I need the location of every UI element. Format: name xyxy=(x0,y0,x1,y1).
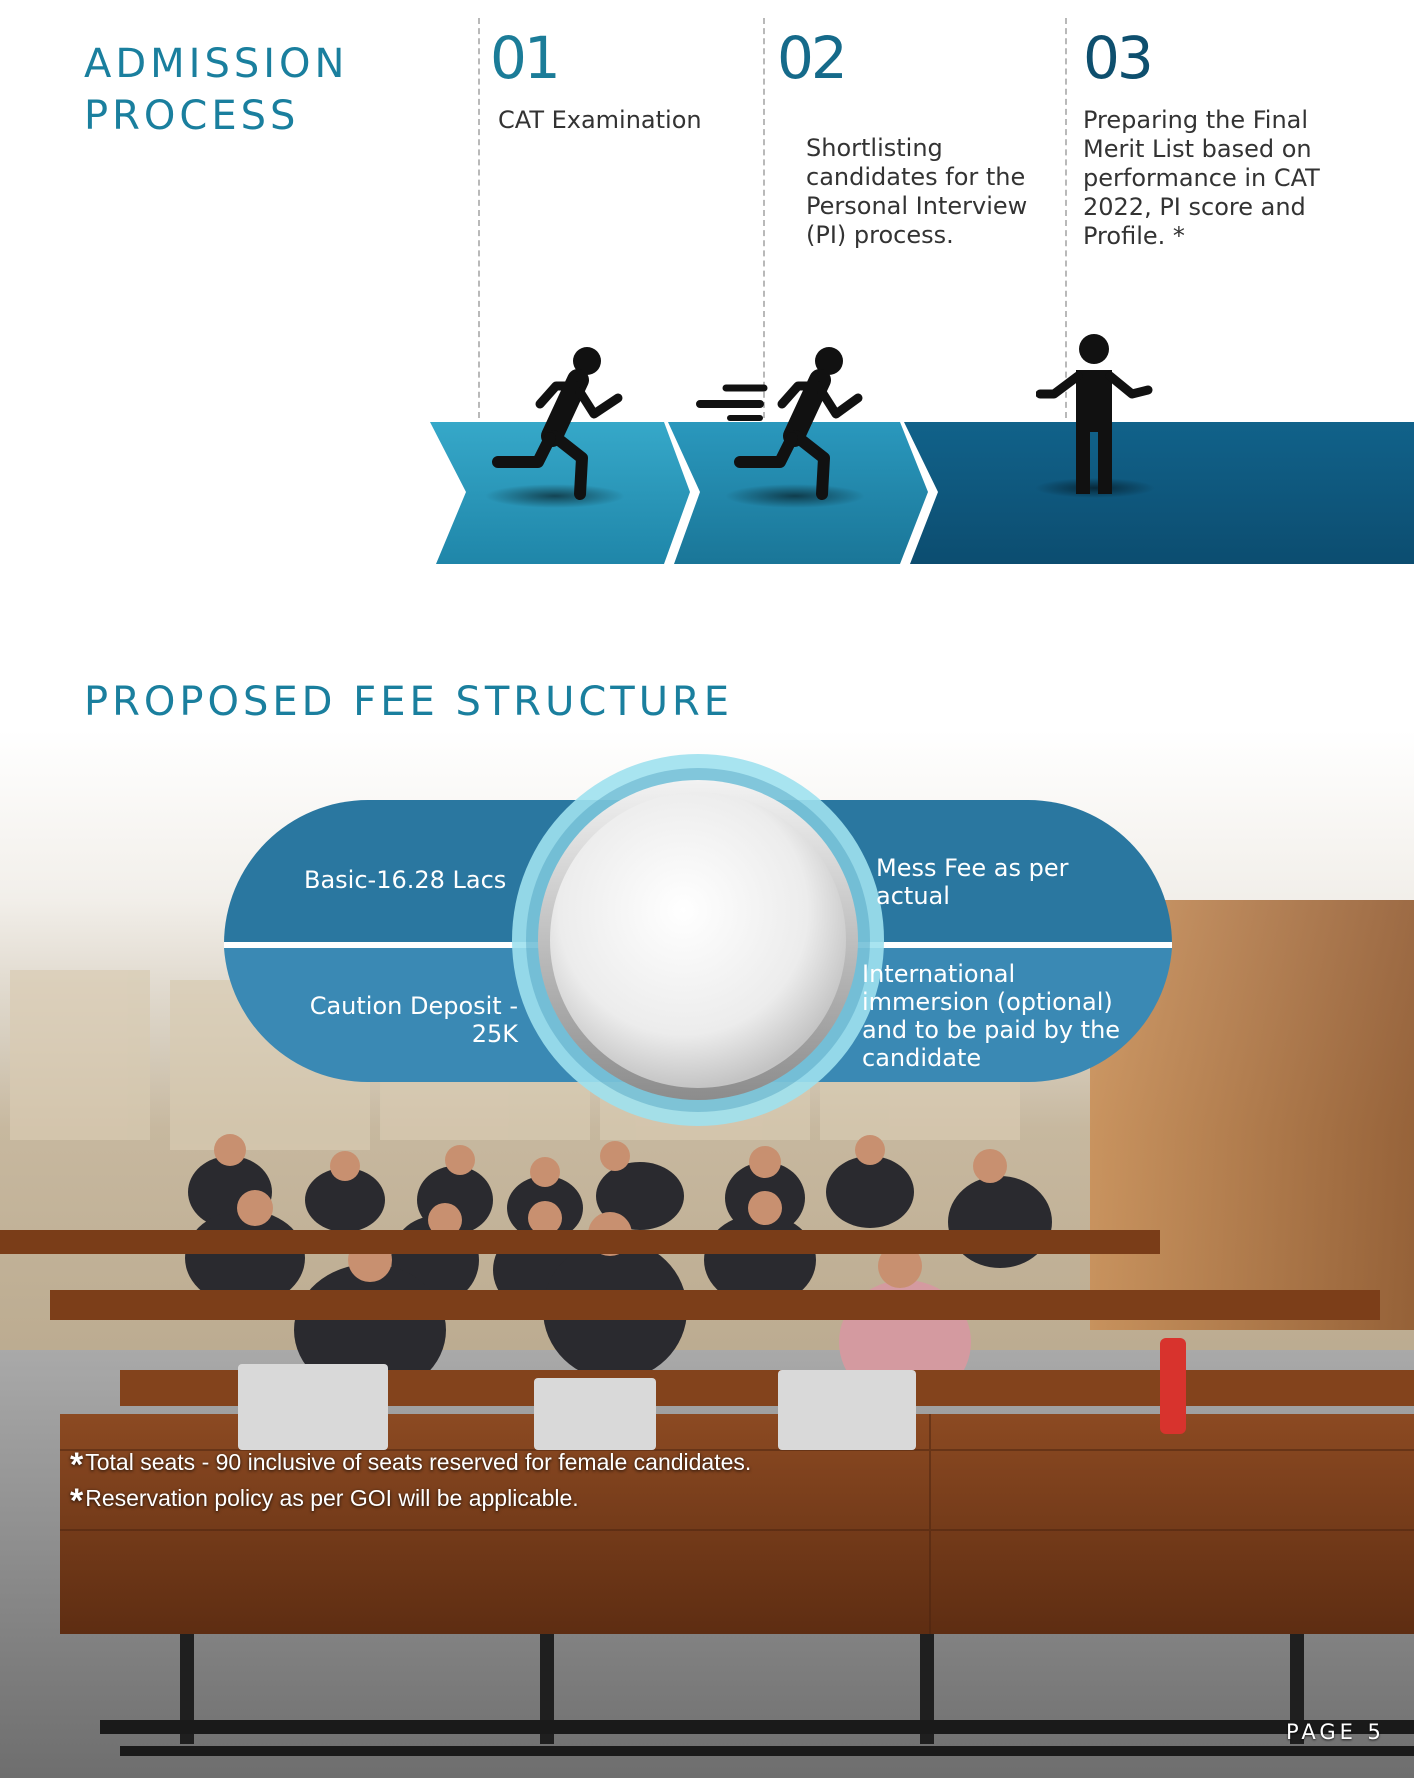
fee-caution-deposit: Caution Deposit - 25K xyxy=(309,992,518,1048)
step-divider-1 xyxy=(478,18,480,418)
standing-person-icon xyxy=(1036,332,1156,498)
fee-mess: Mess Fee as per actual xyxy=(876,854,1069,910)
step-3-text: Preparing the Final Merit List based on performance in CAT 2022, PI score and Profile. * xyxy=(1083,106,1320,250)
step-2-number: 02 xyxy=(777,24,845,92)
chevron-step-3 xyxy=(904,422,1414,564)
fee-basic: Basic-16.28 Lacs xyxy=(304,866,507,894)
page-number: PAGE 5 xyxy=(1286,1720,1385,1744)
note-reservation: *Reservation policy as per GOI will be applicable. xyxy=(70,1482,579,1520)
runner-speed-icon xyxy=(694,344,874,500)
step-1-text: CAT Examination xyxy=(498,106,702,134)
fee-structure-title: PROPOSED FEE STRUCTURE xyxy=(84,679,734,725)
step-2-text: Shortlisting candidates for the Personal Interview (PI) process. xyxy=(806,134,1028,249)
runner-icon xyxy=(490,344,630,500)
step-1-number: 01 xyxy=(490,24,558,92)
admission-title: ADMISSION PROCESS xyxy=(84,41,349,139)
fee-international-immersion: International immersion (optional) and to be paid by the candidate xyxy=(862,960,1121,1072)
note-total-seats: *Total seats - 90 inclusive of seats reserved for female candidates. xyxy=(70,1446,752,1484)
fee-center-circle xyxy=(550,792,846,1088)
step-3-number: 03 xyxy=(1083,24,1151,92)
